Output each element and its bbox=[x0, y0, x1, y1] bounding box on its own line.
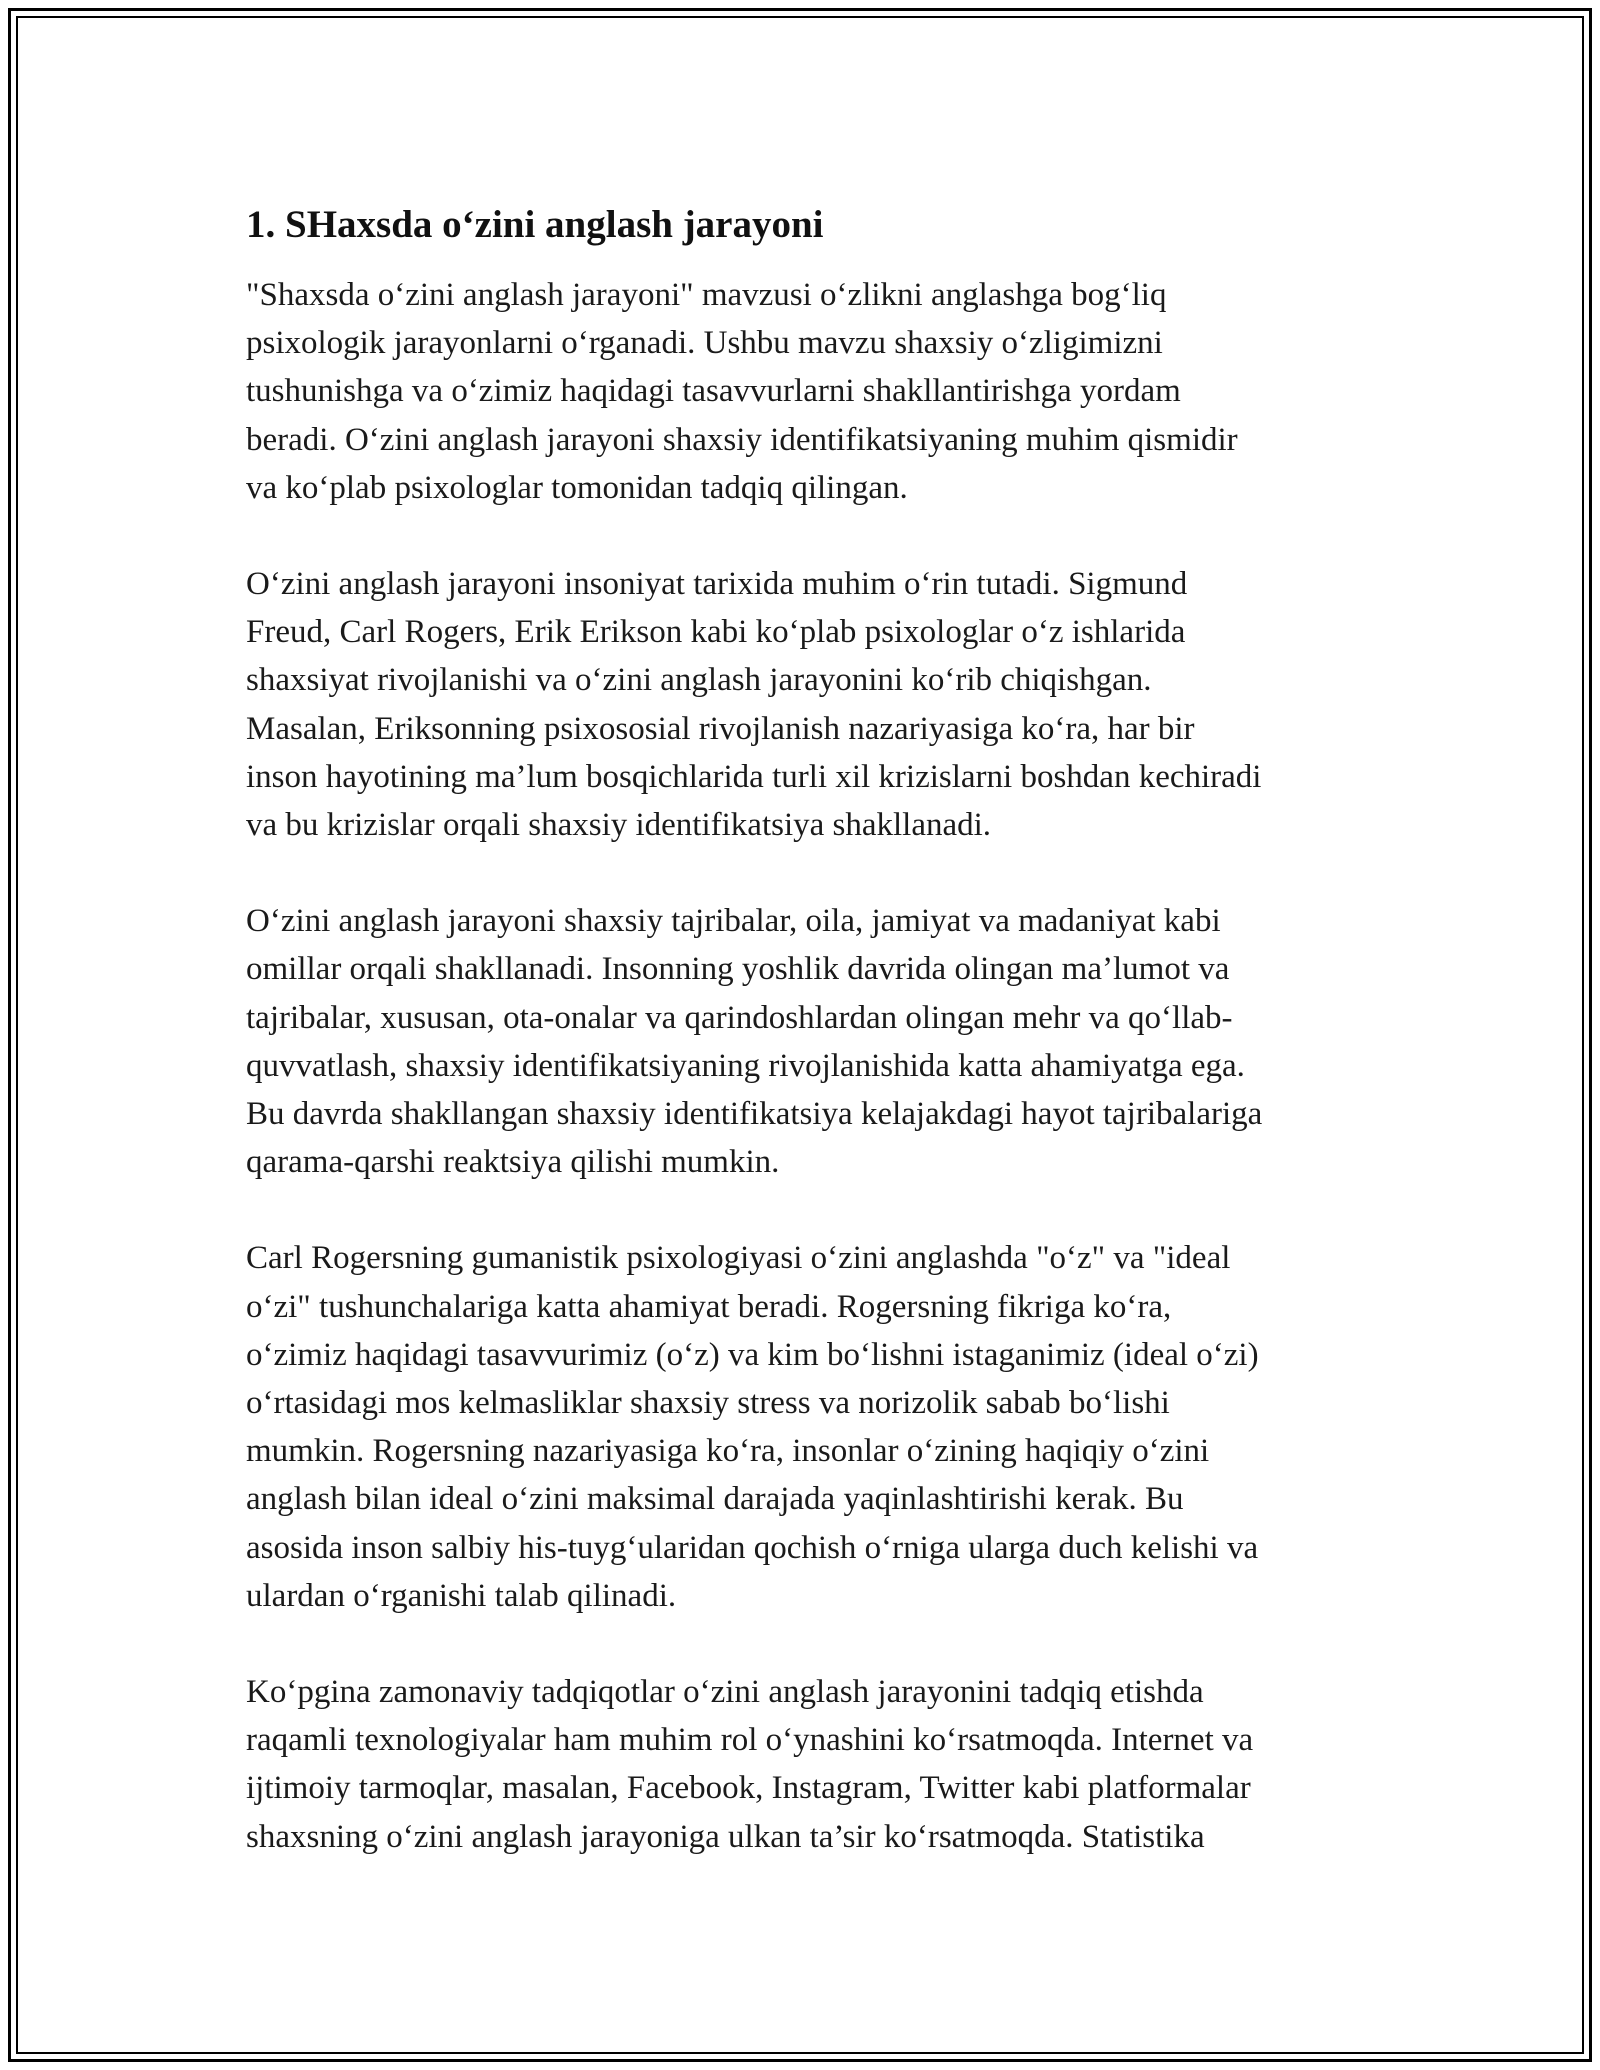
document-page bbox=[8, 8, 1592, 2062]
paragraph: O‘zini anglash jarayoni insoniyat tarixida muhim o‘rin tutadi. Sigmund Freud, Carl Rogers, Erik Erikson kabi ko‘plab psixologlar o‘z ishlarida shaxsiyat rivojlanishi va o‘zini anglash jarayonini ko‘rib chiqishgan. Masalan, Eriksonning psixososial rivojlanish nazariyasiga ko‘ra, har bir inson hayotining ma’lum bosqichlarida turli xil krizislarni boshdan kechiradi va bu krizislar orqali shaxsiy identifikatsiya shakllanadi. bbox=[246, 566, 1262, 844]
section-heading: 1. SHaxsda o‘zini anglash jarayoni bbox=[246, 203, 824, 246]
paragraph: Ko‘pgina zamonaviy tadqiqotlar o‘zini anglash jarayonini tadqiq etishda raqamli texnologiyalar ham muhim rol o‘ynashini ko‘rsatmoqda. Internet va ijtimoiy tarmoqlar, masalan, Facebook, Instagram, Twitter kabi platformalar shaxsning o‘zini anglash jarayoniga ulkan ta’sir ko‘rsatmoqda. Statistika bbox=[246, 1674, 1254, 1855]
document-body bbox=[246, 201, 1406, 1909]
paragraph: O‘zini anglash jarayoni shaxsiy tajribalar, oila, jamiyat va madaniyat kabi omillar orqali shakllanadi. Insonning yoshlik davrida olingan ma’lumot va tajribalar, xususan, ota-onalar va qarindoshlardan olingan mehr va qo‘llab- quvvatlash, shaxsiy identifikatsiyaning rivojlanishida katta ahamiyatga ega. Bu davrda shakllangan shaxsiy identifikatsiya kelajakdagi hayot tajribalariga qarama-qarshi reaktsiya qilishi mumkin. bbox=[246, 903, 1263, 1181]
paragraph: "Shaxsda o‘zini anglash jarayoni" mavzusi o‘zlikni anglashga bog‘liq psixologik jarayonlarni o‘rganadi. Ushbu mavzu shaxsiy o‘zligimizni tushunishga va o‘zimiz haqidagi tasavvurlarni shakllantirishga yordam beradi. O‘zini anglash jarayoni shaxsiy identifikatsiyaning muhim qismidir va ko‘plab psixologlar tomonidan tadqiq qilingan. bbox=[246, 277, 1238, 506]
paragraph: Carl Rogersning gumanistik psixologiyasi o‘zini anglashda "o‘z" va "ideal o‘zi" tushunchalariga katta ahamiyat beradi. Rogersning fikriga ko‘ra, o‘zimiz haqidagi tasavvurimiz (o‘z) va kim bo‘lishni istaganimiz (ideal o‘zi) o‘rtasidagi mos kelmasliklar shaxsiy stress va norizolik sabab bo‘lishi mumkin. Rogersning nazariyasiga ko‘ra, insonlar o‘zining haqiqiy o‘zini anglash bilan ideal o‘zini maksimal darajada yaqinlashtirishi kerak. Bu asosida inson salbiy his-tuyg‘ularidan qochish o‘rniga ularga duch kelishi va ulardan o‘rganishi talab qilinadi. bbox=[246, 1240, 1259, 1614]
